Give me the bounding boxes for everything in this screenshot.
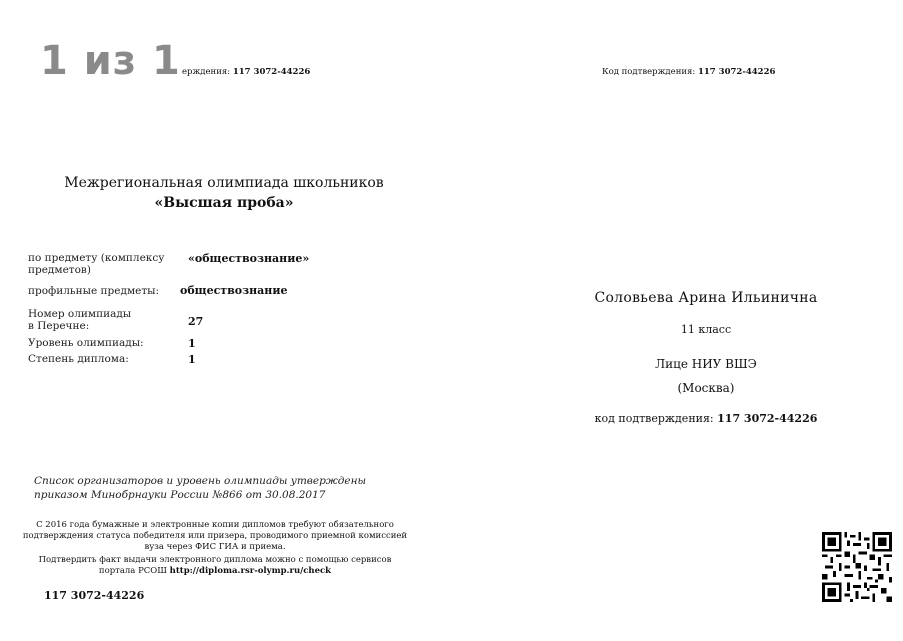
field-level-label: Уровень олимпиады:: [28, 337, 144, 349]
notice-confirmation: С 2016 года бумажные и электронные копии дипломов требуют обязательного подтверждения статуса победителя или призера, проводимого приемной комиссией вуза через ФИС ГИА и приема.: [22, 520, 408, 552]
recipient-grade: 11 класс: [680, 323, 732, 336]
check-url-link[interactable]: http://diploma.rsr-olymp.ru/check: [169, 566, 332, 576]
field-subject-label: по предмету (комплексу предметов): [28, 252, 165, 276]
notice-check: Подтвердить факт выдачи электронного диплома можно с помощью сервисов портала РСОШ http://diploma.rsr-olymp.ru/check: [38, 555, 392, 576]
qr-code: [822, 532, 892, 602]
recipient-name: Соловьева Арина Ильинична: [594, 290, 818, 306]
page-counter: 1 из 1: [40, 38, 181, 84]
field-subject-value: «обществознание»: [188, 252, 310, 265]
header-right-code-label: Код подтверждения:: [602, 67, 696, 77]
recipient-code: [546, 412, 866, 425]
recipient-code-label: код подтверждения:: [594, 412, 714, 425]
header-right-code-value: 117 3072-44226: [697, 67, 776, 77]
field-profile-label: профильные предметы:: [28, 285, 160, 297]
field-degree-value: 1: [188, 353, 196, 366]
header-left-code: [182, 67, 310, 77]
field-number-label: Номер олимпиады в Перечне:: [28, 308, 132, 332]
header-right-code: [602, 67, 775, 77]
field-number-value: 27: [188, 315, 204, 328]
header-left-code-label: ерждения:: [182, 67, 231, 77]
recipient-school: Лице НИУ ВШЭ: [655, 357, 757, 371]
olympiad-title: Межрегиональная олимпиада школьников: [64, 175, 384, 191]
bottom-code: 117 3072-44226: [44, 589, 145, 602]
recipient-city: (Москва): [677, 381, 735, 395]
olympiad-name: «Высшая проба»: [154, 195, 294, 211]
order-notice: Список организаторов и уровень олимпиады утверждены приказом Минобрнауки России №866 от 30.08.2017: [34, 475, 367, 501]
field-level-value: 1: [188, 337, 196, 350]
field-profile-value: обществознание: [180, 284, 288, 297]
recipient-code-value: 117 3072-44226: [717, 412, 818, 425]
header-left-code-value: 117 3072-44226: [232, 67, 311, 77]
field-degree-label: Степень диплома:: [28, 353, 129, 365]
